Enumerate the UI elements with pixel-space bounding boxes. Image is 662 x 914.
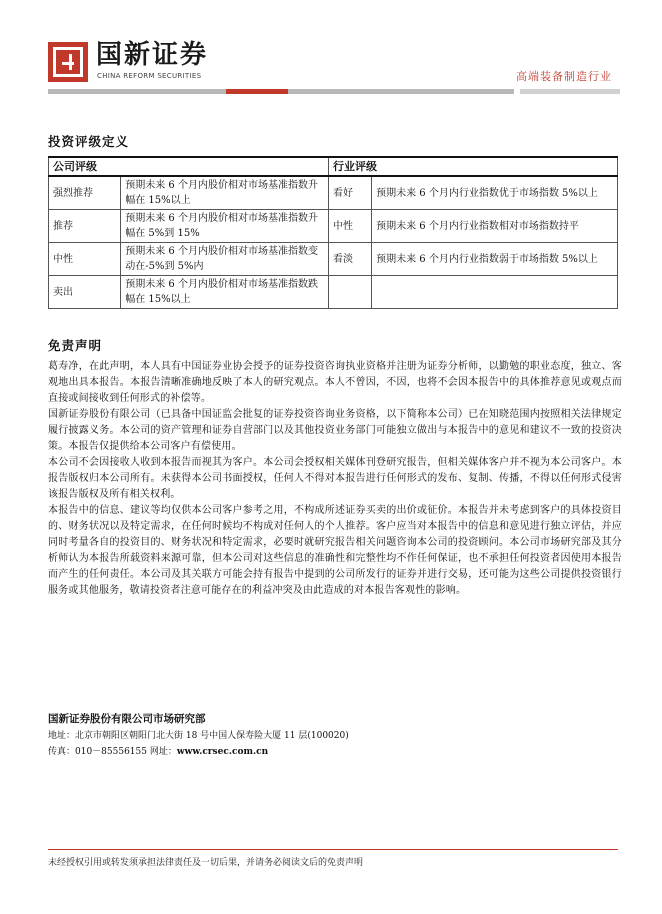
industry-rating-desc	[372, 276, 618, 309]
fax-label: 传真：010－85556155 网址：	[48, 747, 177, 757]
disclaimer-title: 免责声明	[48, 338, 103, 353]
industry-rating-label: 看好	[328, 176, 371, 210]
table-row	[49, 210, 618, 243]
industry-rating-header: 行业评级	[328, 157, 617, 176]
company-rating-desc: 预期未来 6 个月内股价相对市场基准指数变动在-5%到 5%内	[121, 243, 329, 276]
table-row	[49, 176, 618, 210]
footer-note: 未经授权引用或转发须承担法律责任及一切后果，并请务必阅读文后的免责声明	[48, 858, 364, 868]
website-link[interactable]: www.crsec.com.cn	[176, 747, 269, 757]
header-divider-right	[520, 89, 620, 94]
industry-rating-desc: 预期未来 6 个月内行业指数相对市场指数持平	[372, 210, 618, 243]
company-rating-desc: 预期未来 6 个月内股价相对市场基准指数跌幅在 15%以上	[121, 276, 329, 309]
disclaimer-paragraph: 本公司不会因接收人收到本报告而视其为客户。本公司会授权相关媒体刊登研究报告，但相关媒体客户并不视为本公司客户。本报告版权归本公司所有。未获得本公司书面授权，任何人不得对本报告进行任何形式的发布、复制、传播，不得以任何形式侵害该报告版权及所有相关权利。	[48, 457, 622, 500]
disclaimer-paragraph: 国新证券股份有限公司（已具备中国证监会批复的证券投资咨询业务资格，以下简称本公司）已在知晓范围内按照相关法律规定履行披露义务。本公司的资产管理和证券自营部门以及其他投资业务部门可能独立做出与本报告中的意见和建议不一致的投资决策。本报告仅提供给本公司客户有偿使用。	[48, 409, 622, 452]
industry-rating-label	[328, 276, 371, 309]
industry-rating-desc: 预期未来 6 个月内行业指数弱于市场指数 5%以上	[372, 243, 618, 276]
disclaimer-paragraph: 本报告中的信息、建议等均仅供本公司客户参考之用，不构成所述证券买卖的出价或征价。本报告并未考虑到客户的具体投资目的、财务状况以及特定需求，在任何时候均不构成对任何人的个人推荐。客户应当对本报告中的信息和意见进行独立评估，并应同时考量各自的投资目的、财务状况和特定需求，必要时就研究报告相关问题咨询本公司的投资顾问。本公司市场研究部及其分析师认为本报告所载资料来源可靠，但本公司对这些信息的准确性和完整性均不作任何保证，也不承担任何投资者因使用本报告而产生的任何责任。本公司及其关联方可能会持有报告中提到的公司所发行的证券并进行交易，还可能为这些公司提供投资银行服务或其他服务，敬请投资者注意可能存在的利益冲突及由此造成的对本报告客观性的影响。	[48, 505, 622, 596]
company-rating-label: 强烈推荐	[49, 176, 121, 210]
company-rating-label: 卖出	[49, 276, 121, 309]
company-rating-desc: 预期未来 6 个月内股价相对市场基准指数升幅在 15%以上	[121, 176, 329, 210]
rating-table-header	[49, 157, 618, 176]
header-divider-accent	[226, 89, 288, 94]
industry-rating-desc: 预期未来 6 个月内行业指数优于市场指数 5%以上	[372, 176, 618, 210]
industry-rating-label: 中性	[328, 210, 371, 243]
company-contact	[48, 744, 268, 757]
rating-section-title: 投资评级定义	[48, 134, 130, 149]
company-rating-label: 中性	[49, 243, 121, 276]
company-rating-label: 推荐	[49, 210, 121, 243]
company-rating-header: 公司评级	[49, 157, 329, 176]
brand-name: 国新证券	[96, 40, 209, 70]
footer-divider	[48, 849, 618, 850]
disclaimer-body	[48, 359, 622, 599]
table-row	[49, 276, 618, 309]
industry-label: 高端装备制造行业	[516, 70, 612, 83]
table-row	[49, 243, 618, 276]
industry-rating-label: 看淡	[328, 243, 371, 276]
company-name: 国新证券股份有限公司市场研究部	[48, 713, 206, 725]
company-rating-desc: 预期未来 6 个月内股价相对市场基准指数升幅在 5%到 15%	[121, 210, 329, 243]
brand-logo-icon	[48, 42, 88, 82]
brand-name-en: CHINA REFORM SECURITIES	[97, 72, 202, 80]
rating-table	[48, 156, 618, 309]
disclaimer-paragraph: 葛寿净，在此声明，本人具有中国证券业协会授予的证券投资咨询执业资格并注册为证券分析师，以勤勉的职业态度，独立、客观地出具本报告。本报告清晰准确地反映了本人的研究观点。本人不曾因，不因，也将不会因本报告中的具体推荐意见或观点而直接或间接收到任何形式的补偿等。	[48, 361, 622, 404]
company-address: 地址：北京市朝阳区朝阳门北大街 18 号中国人保寿险大厦 11 层(100020)	[48, 731, 349, 741]
